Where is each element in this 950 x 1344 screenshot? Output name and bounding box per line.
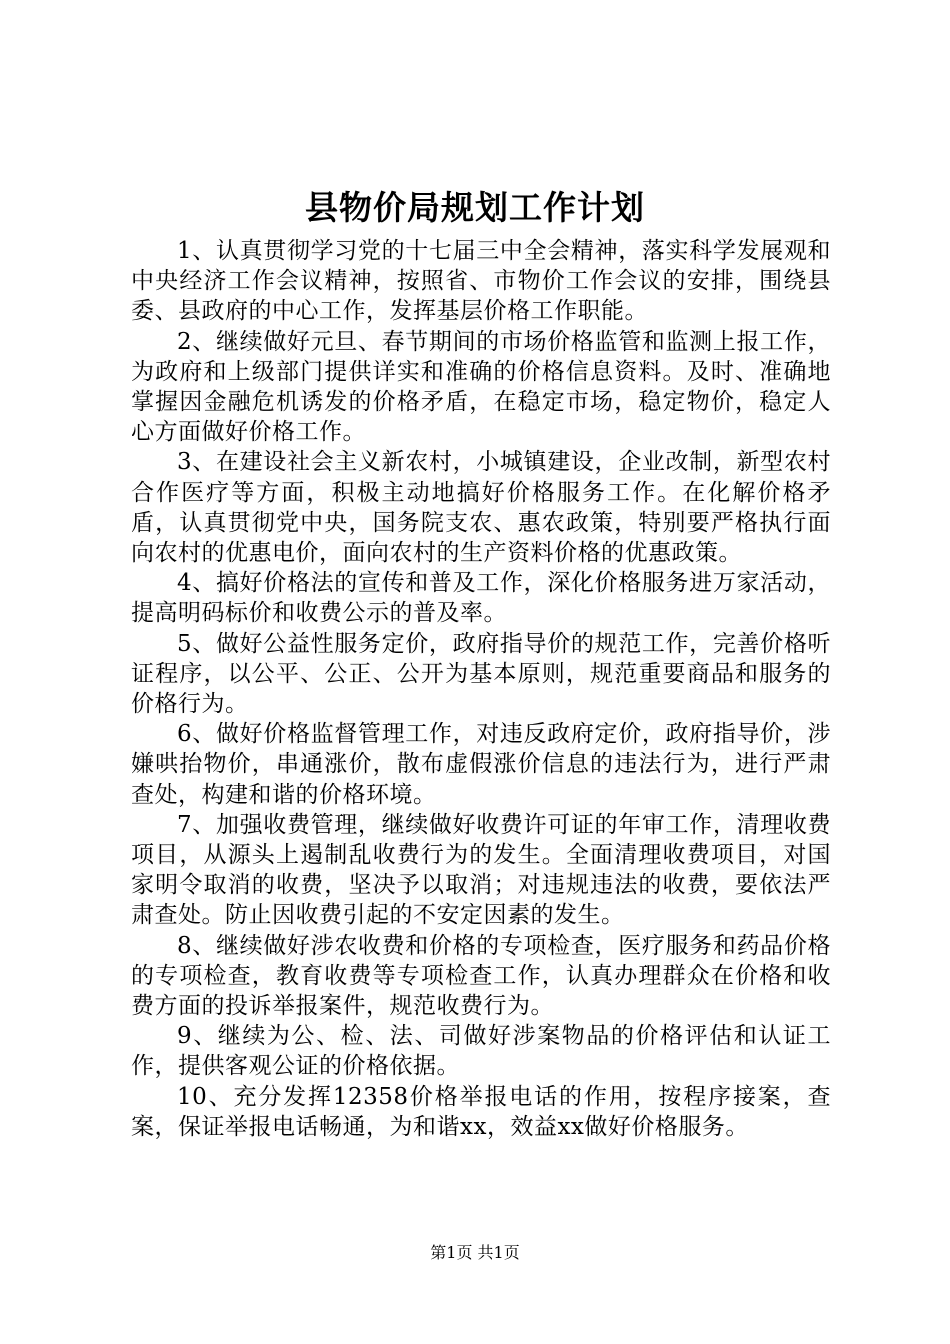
paragraph-5: 5、做好公益性服务定价，政府指导价的规范工作，完善价格听证程序，以公平、公正、公开为基本原则，规范重要商品和服务的价格行为。 — [131, 630, 831, 718]
paragraph-2: 2、继续做好元旦、春节期间的市场价格监管和监测上报工作，为政府和上级部门提供详实和准确的价格信息资料。及时、准确地掌握因金融危机诱发的价格矛盾，在稳定市场，稳定物价，稳定人心方面做好价格工作。 — [131, 328, 831, 446]
paragraph-7: 7、加强收费管理，继续做好收费许可证的年审工作，清理收费项目，从源头上遏制乱收费行为的发生。全面清理收费项目，对国家明令取消的收费，坚决予以取消；对违规违法的收费，要依法严肃查处。防止因收费引起的不安定因素的发生。 — [131, 811, 831, 929]
paragraph-1: 1、认真贯彻学习党的十七届三中全会精神，落实科学发展观和中央经济工作会议精神，按照省、市物价工作会议的安排，围绕县委、县政府的中心工作，发挥基层价格工作职能。 — [131, 238, 831, 325]
document-title: 县物价局规划工作计划 — [305, 188, 645, 227]
paragraph-8: 8、继续做好涉农收费和价格的专项检查，医疗服务和药品价格的专项检查，教育收费等专项检查工作，认真办理群众在价格和收费方面的投诉举报案件，规范收费行为。 — [131, 932, 831, 1020]
document-body — [131, 236, 831, 1142]
paragraph-10: 10、充分发挥12358价格举报电话的作用，按程序接案，查案，保证举报电话畅通，为和谐xx，效益xx做好价格服务。 — [131, 1083, 831, 1140]
paragraph-3: 3、在建设社会主义新农村，小城镇建设，企业改制，新型农村合作医疗等方面，积极主动地搞好价格服务工作。在化解价格矛盾，认真贯彻党中央，国务院支农、惠农政策，特别要严格执行面向农村的优惠电价，面向农村的生产资料价格的优惠政策。 — [131, 449, 831, 567]
page-footer: 第1页 共1页 — [430, 1243, 520, 1262]
paragraph-6: 6、做好价格监督管理工作，对违反政府定价，政府指导价，涉嫌哄抬物价，串通涨价，散布虚假涨价信息的违法行为，进行严肃查处，构建和谐的价格环境。 — [131, 721, 831, 808]
paragraph-9: 9、继续为公、检、法、司做好涉案物品的价格评估和认证工作，提供客观公证的价格依据。 — [131, 1023, 831, 1080]
paragraph-4: 4、搞好价格法的宣传和普及工作，深化价格服务进万家活动，提高明码标价和收费公示的普及率。 — [131, 570, 831, 627]
